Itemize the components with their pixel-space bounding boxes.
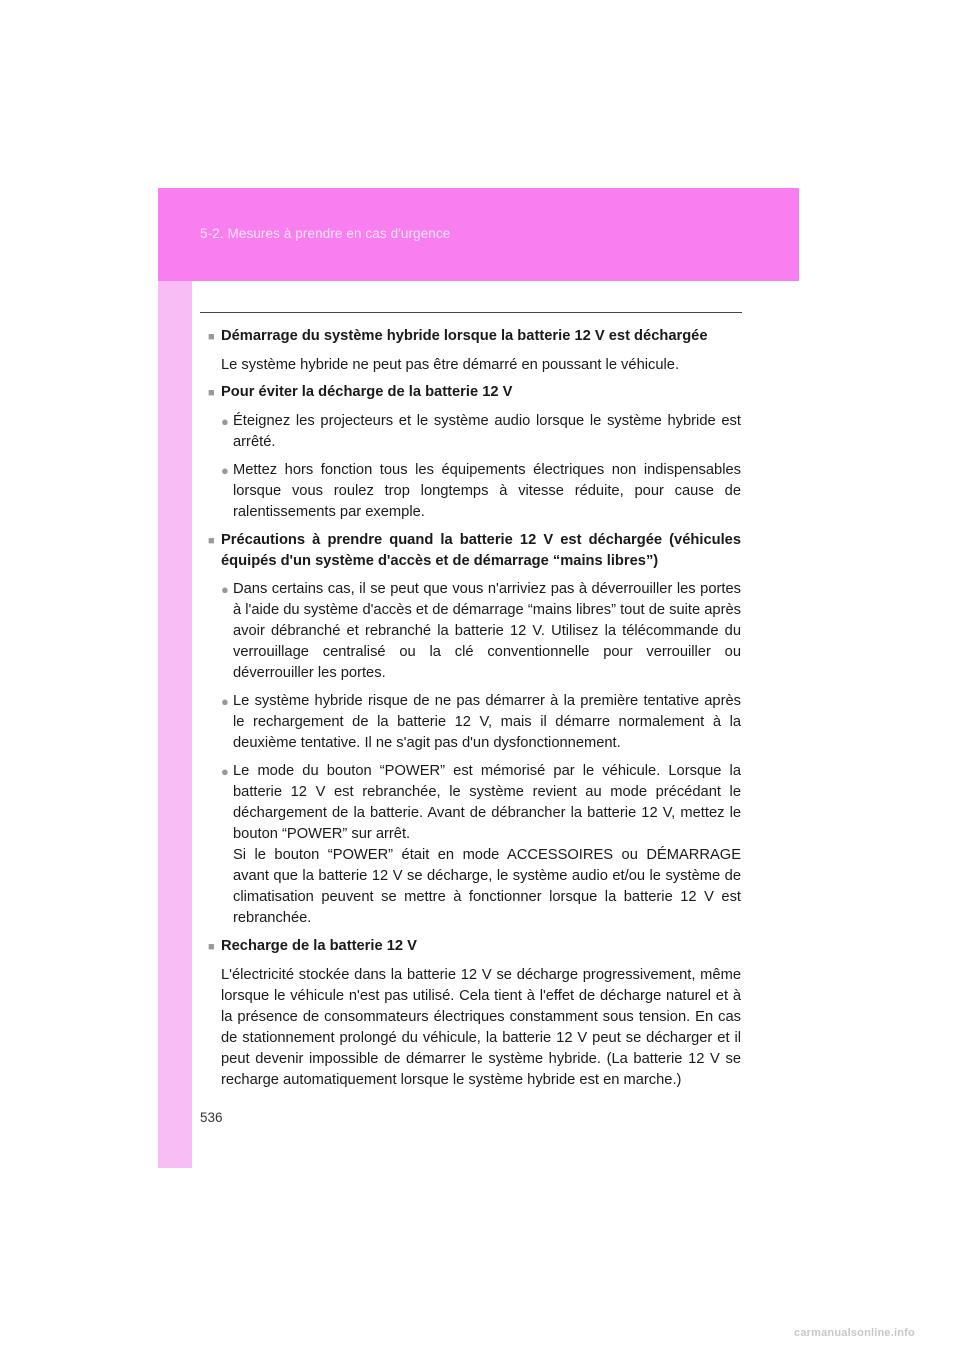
section-text: L'électricité stockée dans la batterie 12 V se décharge progressivement, même lorsque le véhicule n'est pas utilisé. Cela tient à l'effet de décharge naturel et à la présence de consommateurs électriques constamment sous tension. En cas de stationnement prolongé du véhicule, la batterie 12 V peut se décharger et il peut devenir impossible de démarrer le système hybride. (La batterie 12 V se recharge automatiquement lorsque le système hybride est en marche.): [221, 967, 741, 1088]
watermark-text: carmanualsonline.info: [794, 1327, 915, 1339]
square-bullet-icon: ■: [208, 387, 215, 399]
circle-bullet-icon: ●: [221, 414, 229, 429]
list-item: ● Le mode du bouton “POWER” est mémorisé par le véhicule. Lorsque la batterie 12 V est rebranchée, le système revient au mode précédant le déchargement de la batterie. Avant de débrancher la batterie 12 V, mettez le bouton “POWER” sur arrêt. Si le bouton “POWER” était en mode ACCESSOIRES ou DÉMARRAGE avant que la batterie 12 V se décharge, le système audio et/ou le système de climatisation peuvent se mettre à fonctionner lorsque la batterie 12 V est rebranchée.: [221, 761, 741, 929]
section-heading: ■ Recharge de la batterie 12 V: [208, 936, 741, 958]
circle-bullet-icon: ●: [221, 582, 229, 597]
section-3: [208, 530, 741, 929]
page-content: [208, 326, 741, 1097]
section-1: [208, 326, 741, 376]
square-bullet-icon: ■: [208, 331, 215, 343]
section-text: Le système hybride ne peut pas être démarré en poussant le véhicule.: [221, 357, 680, 373]
section-header-title: 5-2. Mesures à prendre en cas d'urgence: [200, 226, 451, 241]
circle-bullet-icon: ●: [221, 764, 229, 779]
header-rule: [200, 312, 742, 313]
list-item: ● Mettez hors fonction tous les équipements électriques non indispensables lorsque vous roulez trop longtemps à vitesse réduite, pour cause de ralentissements par exemple.: [221, 460, 741, 523]
section-4: [208, 936, 741, 1091]
section-heading: ■ Pour éviter la décharge de la batterie 12 V: [208, 382, 741, 404]
list-item: ● Éteignez les projecteurs et le système audio lorsque le système hybride est arrêté.: [221, 411, 741, 453]
section-2: [208, 382, 741, 523]
list-item: ● Le système hybride risque de ne pas démarrer à la première tentative après le rechargement de la batterie 12 V, mais il démarre normalement à la deuxième tentative. Il ne s'agit pas d'un dysfonctionnement.: [221, 691, 741, 754]
page-number: 536: [200, 1110, 223, 1125]
page-side-strip: [158, 188, 192, 1168]
circle-bullet-icon: ●: [221, 694, 229, 709]
circle-bullet-icon: ●: [221, 463, 229, 478]
list-item: ● Dans certains cas, il se peut que vous n'arriviez pas à déverrouiller les portes à l'aide du système d'accès et de démarrage “mains libres” tout de suite après avoir débranché et rebranché la batterie 12 V. Utilisez la télécommande du verrouillage centralisé ou la clé conventionnelle pour verrouiller ou déverrouiller les portes.: [221, 579, 741, 684]
section-heading: ■ Précautions à prendre quand la batterie 12 V est déchargée (véhicules équipés d'un système d'accès et de démarrage “mains libres”): [208, 530, 741, 572]
square-bullet-icon: ■: [208, 535, 215, 547]
section-heading: ■ Démarrage du système hybride lorsque la batterie 12 V est déchargée: [208, 326, 741, 348]
square-bullet-icon: ■: [208, 941, 215, 953]
